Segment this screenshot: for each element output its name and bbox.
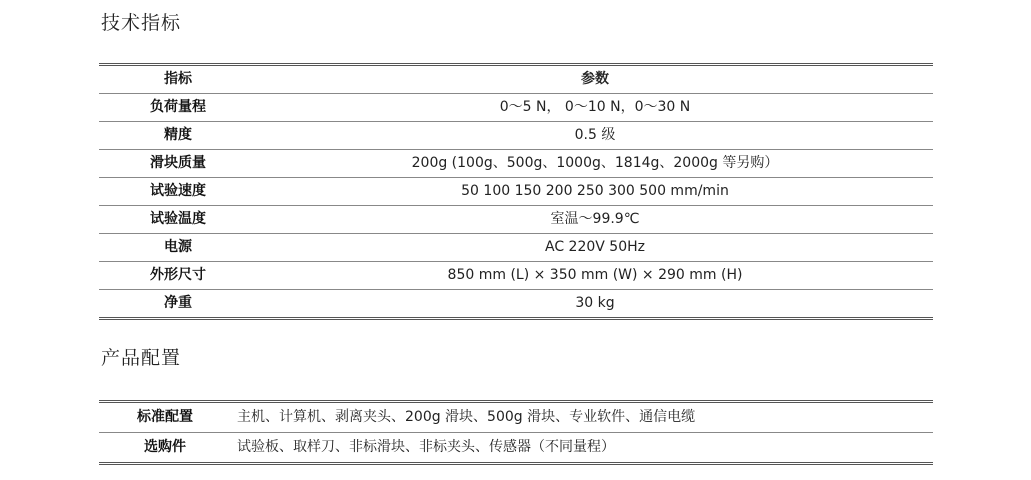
spec-section-title: 技术指标 (101, 12, 182, 34)
table-row (99, 150, 933, 178)
config-section-title: 产品配置 (101, 347, 182, 369)
spec-row-name: 试验速度 (99, 178, 257, 206)
spec-table-header (99, 65, 933, 94)
config-row-name: 标准配置 (99, 402, 237, 433)
spec-header-value: 参数 (257, 65, 933, 94)
spec-row-value: AC 220V 50Hz (257, 234, 933, 262)
spec-row-name: 外形尺寸 (99, 262, 257, 290)
table-row (99, 262, 933, 290)
table-row (99, 178, 933, 206)
spec-row-value: 0～5 N， 0～10 N，0～30 N (257, 94, 933, 122)
config-row-name: 选购件 (144, 439, 186, 455)
config-row-value: 试验板、取样刀、非标滑块、非标夹头、传感器（不同量程） (237, 439, 615, 455)
table-row (99, 234, 933, 262)
spec-row-value: 200g (100g、500g、1000g、1814g、2000g 等另购） (257, 150, 933, 178)
spec-row-name: 净重 (164, 295, 192, 311)
table-row (99, 122, 933, 150)
table-row (99, 94, 933, 122)
spec-row-value: 50 100 150 200 250 300 500 mm/min (257, 178, 933, 206)
spec-row-name: 滑块质量 (99, 150, 257, 178)
spec-row-value: 850 mm (L) × 350 mm (W) × 290 mm (H) (257, 262, 933, 290)
spec-header-name: 指标 (99, 65, 257, 94)
table-row (99, 433, 933, 464)
config-table (99, 400, 933, 465)
table-row (99, 206, 933, 234)
spec-table (99, 63, 933, 320)
table-row (99, 402, 933, 433)
spec-row-name: 精度 (99, 122, 257, 150)
spec-row-name: 试验温度 (99, 206, 257, 234)
config-row-value: 主机、计算机、剥离夹头、200g 滑块、500g 滑块、专业软件、通信电缆 (237, 402, 933, 433)
spec-row-name: 负荷量程 (99, 94, 257, 122)
spec-row-name: 电源 (99, 234, 257, 262)
spec-row-value: 0.5 级 (257, 122, 933, 150)
table-row (99, 290, 933, 319)
spec-row-value: 30 kg (575, 295, 615, 311)
spec-row-value: 室温～99.9℃ (257, 206, 933, 234)
